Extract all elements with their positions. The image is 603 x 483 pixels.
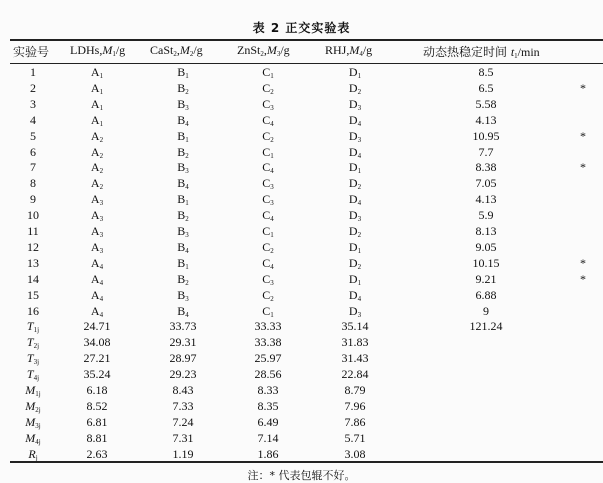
table-cell: $C_3$ [262, 192, 274, 208]
header-ldhs: $LDHs,M_1/g$ [70, 43, 126, 58]
table-cell: $D_4$ [348, 192, 362, 208]
table-cell: 5.71 [344, 430, 366, 445]
time-cell: 4.13 [475, 192, 497, 207]
row-label: $T_{2j}$ [26, 335, 40, 351]
table-cell: $D_4$ [348, 144, 362, 160]
table-cell: 7.33 [172, 398, 194, 413]
table-row [0, 208, 603, 224]
table-cell: $A_2$ [90, 160, 104, 176]
table-cell: $A_3$ [90, 192, 104, 208]
table-cell: $B_4$ [177, 112, 189, 128]
table-cell: 27.21 [83, 351, 111, 366]
table-cell: $A_1$ [90, 65, 104, 80]
time-cell: 7.7 [478, 144, 494, 159]
row-label: 14 [27, 271, 39, 286]
row-label: $M_{1j}$ [25, 383, 41, 398]
header-rhj: $RHJ,M_4/g$ [325, 43, 373, 58]
time-cell: 7.05 [475, 176, 497, 191]
table-row [0, 224, 603, 240]
table-cell: $D_4$ [348, 112, 362, 128]
time-cell: 6.88 [475, 287, 497, 302]
table-row [0, 240, 603, 256]
table-cell: 28.56 [254, 367, 282, 382]
table-cell: 25.97 [254, 351, 282, 366]
row-label: $M_{2j}$ [25, 398, 41, 414]
table-cell: 7.14 [257, 430, 279, 445]
table-row [0, 351, 603, 367]
row-label: 9 [30, 192, 36, 207]
time-cell: 10.95 [472, 128, 500, 143]
table-cell: $D_1$ [348, 239, 362, 255]
table-cell: $B_1$ [177, 255, 189, 271]
table-cell: $B_3$ [177, 160, 189, 176]
table-cell: $B_1$ [177, 128, 189, 144]
table-cell: 1.86 [257, 446, 279, 461]
table-row [0, 367, 603, 383]
table-title: 表 2 正交实验表 [252, 21, 351, 35]
table-row [0, 415, 603, 431]
table-cell: $D_3$ [348, 128, 362, 144]
table-cell: 29.23 [169, 367, 197, 382]
table-cell: 2.63 [86, 446, 108, 461]
row-label: $T_{1j}$ [26, 319, 40, 335]
table-cell: $C_3$ [262, 96, 274, 112]
table-cell: $D_2$ [348, 224, 362, 239]
row-label: 8 [30, 176, 36, 191]
time-cell: 5.58 [475, 96, 497, 111]
table-row [0, 319, 603, 335]
table-cell: $B_3$ [177, 96, 189, 112]
poor-roll-mark: * [580, 160, 586, 175]
table-row [0, 145, 603, 161]
table-cell: $D_1$ [348, 160, 362, 176]
row-label: 2 [30, 80, 36, 95]
table-row [0, 97, 603, 113]
table-cell: 33.38 [254, 335, 282, 350]
top-rule [10, 39, 603, 41]
table-cell: $A_1$ [90, 96, 104, 112]
table-cell: $B_2$ [177, 144, 189, 160]
table-cell: 6.49 [257, 414, 279, 429]
time-cell: 10.15 [472, 255, 500, 270]
header-thermal-stability-time: 动态热稳定时间 $t_1/\min$ [423, 45, 540, 60]
table-cell: $D_2$ [348, 176, 362, 192]
table-cell: 1.19 [172, 446, 194, 461]
row-label: 16 [27, 303, 39, 318]
table-row [0, 335, 603, 351]
time-cell: 8.13 [475, 224, 497, 238]
table-cell: $C_3$ [262, 176, 274, 192]
table-cell: $B_4$ [177, 239, 189, 255]
table-cell: $C_2$ [262, 80, 274, 96]
row-label: 12 [27, 239, 39, 254]
table-cell: $A_3$ [90, 208, 104, 224]
table-cell: $A_4$ [90, 287, 104, 303]
table-cell: $D_2$ [348, 80, 362, 96]
table-cell: $A_4$ [90, 303, 104, 319]
table-row [0, 399, 603, 415]
table-cell: 8.52 [86, 398, 108, 413]
time-cell: 9.21 [475, 271, 497, 286]
row-label: 6 [30, 144, 36, 159]
table-cell: $C_3$ [262, 271, 274, 287]
table-note: 注：* 代表包辊不好。 [247, 469, 356, 482]
row-label: $M_{4j}$ [25, 430, 41, 446]
row-label: 7 [30, 160, 36, 175]
table-cell: $B_3$ [177, 224, 189, 239]
table-cell: 8.43 [172, 383, 194, 397]
row-label: 4 [30, 112, 36, 127]
table-cell: $B_3$ [177, 287, 189, 303]
table-cell: $C_1$ [262, 303, 274, 319]
table-cell: $C_2$ [262, 128, 274, 144]
table-cell: 7.24 [172, 414, 194, 429]
time-cell: 9 [483, 303, 489, 318]
table-row [0, 176, 603, 192]
table-row [0, 113, 603, 129]
table-cell: 8.33 [257, 383, 279, 397]
table-row [0, 160, 603, 176]
table-cell: $D_3$ [348, 96, 362, 112]
table-cell: $C_4$ [262, 112, 274, 128]
table-cell: $A_3$ [90, 224, 104, 239]
time-cell: 9.05 [475, 239, 497, 254]
table-row [0, 288, 603, 304]
table-row [0, 65, 603, 81]
time-cell: 8.38 [475, 160, 497, 175]
table-row [0, 129, 603, 145]
time-cell: 8.5 [478, 65, 494, 79]
table-cell: 34.08 [83, 335, 111, 350]
table-cell: 6.18 [86, 383, 108, 397]
poor-roll-mark: * [580, 80, 586, 95]
table-row [0, 431, 603, 447]
row-label: 3 [30, 96, 36, 111]
table-cell: $B_4$ [177, 176, 189, 192]
row-label: 1 [30, 65, 36, 79]
table-cell: 8.35 [257, 398, 279, 413]
table-row [0, 272, 603, 288]
table-cell: $C_4$ [262, 160, 274, 176]
header-experiment-no: 实验号 [13, 45, 50, 59]
table-cell: $D_1$ [348, 271, 362, 287]
table-cell: $D_2$ [348, 255, 362, 271]
table-cell: 24.71 [83, 319, 111, 334]
table-cell: $D_3$ [348, 208, 362, 224]
time-cell: 6.5 [478, 80, 494, 95]
table-cell: 28.97 [169, 351, 197, 366]
table-cell: 22.84 [341, 367, 369, 382]
row-label: $T_{3j}$ [26, 351, 40, 367]
time-cell: 4.13 [475, 112, 497, 127]
table-cell: $B_1$ [177, 65, 189, 80]
header-znst: $ZnSt_2,M_3/g$ [237, 43, 290, 58]
table-cell: $A_3$ [90, 239, 104, 255]
table-cell: $C_1$ [262, 224, 274, 239]
table-cell: $D_4$ [348, 287, 362, 303]
table-cell: 35.24 [83, 367, 111, 382]
row-label: 13 [27, 255, 39, 270]
table-cell: 7.86 [344, 414, 366, 429]
table-cell: 7.96 [344, 398, 366, 413]
table-cell: $A_1$ [90, 80, 104, 96]
table-row [0, 256, 603, 272]
poor-roll-mark: * [580, 128, 586, 143]
poor-roll-mark: * [580, 271, 586, 286]
row-label: $R_j$ [28, 446, 38, 462]
table-cell: 31.83 [341, 335, 369, 350]
time-cell: 5.9 [478, 208, 494, 223]
row-label: 11 [27, 224, 39, 238]
table-cell: $D_1$ [348, 65, 362, 80]
table-cell: 3.08 [344, 446, 366, 461]
table-cell: 6.81 [86, 414, 108, 429]
table-cell: $B_4$ [177, 303, 189, 319]
table-cell: $A_2$ [90, 144, 104, 160]
poor-roll-mark: * [580, 255, 586, 270]
table-cell: $C_2$ [262, 239, 274, 255]
table-cell: $A_2$ [90, 128, 104, 144]
table-cell: 33.33 [254, 319, 282, 334]
row-label: 5 [30, 128, 36, 143]
table-cell: $C_2$ [262, 287, 274, 303]
table-cell: $B_2$ [177, 271, 189, 287]
table-cell: $C_1$ [262, 65, 274, 80]
table-cell: 33.73 [169, 319, 197, 334]
table-cell: $A_4$ [90, 271, 104, 287]
table-cell: $C_4$ [262, 208, 274, 224]
table-row [0, 383, 603, 399]
table-row [0, 192, 603, 208]
table-cell: 8.79 [344, 383, 366, 397]
table-cell: 29.31 [169, 335, 197, 350]
row-label: 10 [27, 208, 39, 223]
table-cell: 31.43 [341, 351, 369, 366]
row-label: $M_{3j}$ [25, 414, 41, 430]
table-row [0, 81, 603, 97]
table-cell: 7.31 [172, 430, 194, 445]
table-cell: 35.14 [341, 319, 369, 334]
table-cell: $B_2$ [177, 80, 189, 96]
table-cell: $A_1$ [90, 112, 104, 128]
header-rule [10, 63, 603, 64]
header-cast: $CaSt_2,M_2/g$ [150, 43, 203, 58]
table-cell: $C_1$ [262, 144, 274, 160]
table-cell: $C_4$ [262, 255, 274, 271]
table-cell: $A_2$ [90, 176, 104, 192]
table-row [0, 304, 603, 320]
table-cell: $D_3$ [348, 303, 362, 319]
table-cell: $B_1$ [177, 192, 189, 208]
table-cell: $A_4$ [90, 255, 104, 271]
row-label: $T_{4j}$ [26, 367, 40, 383]
row-label: 15 [27, 287, 39, 302]
bottom-rule [10, 461, 603, 463]
time-cell: 121.24 [469, 319, 503, 334]
table-cell: $B_2$ [177, 208, 189, 224]
table-cell: 8.81 [86, 430, 108, 445]
